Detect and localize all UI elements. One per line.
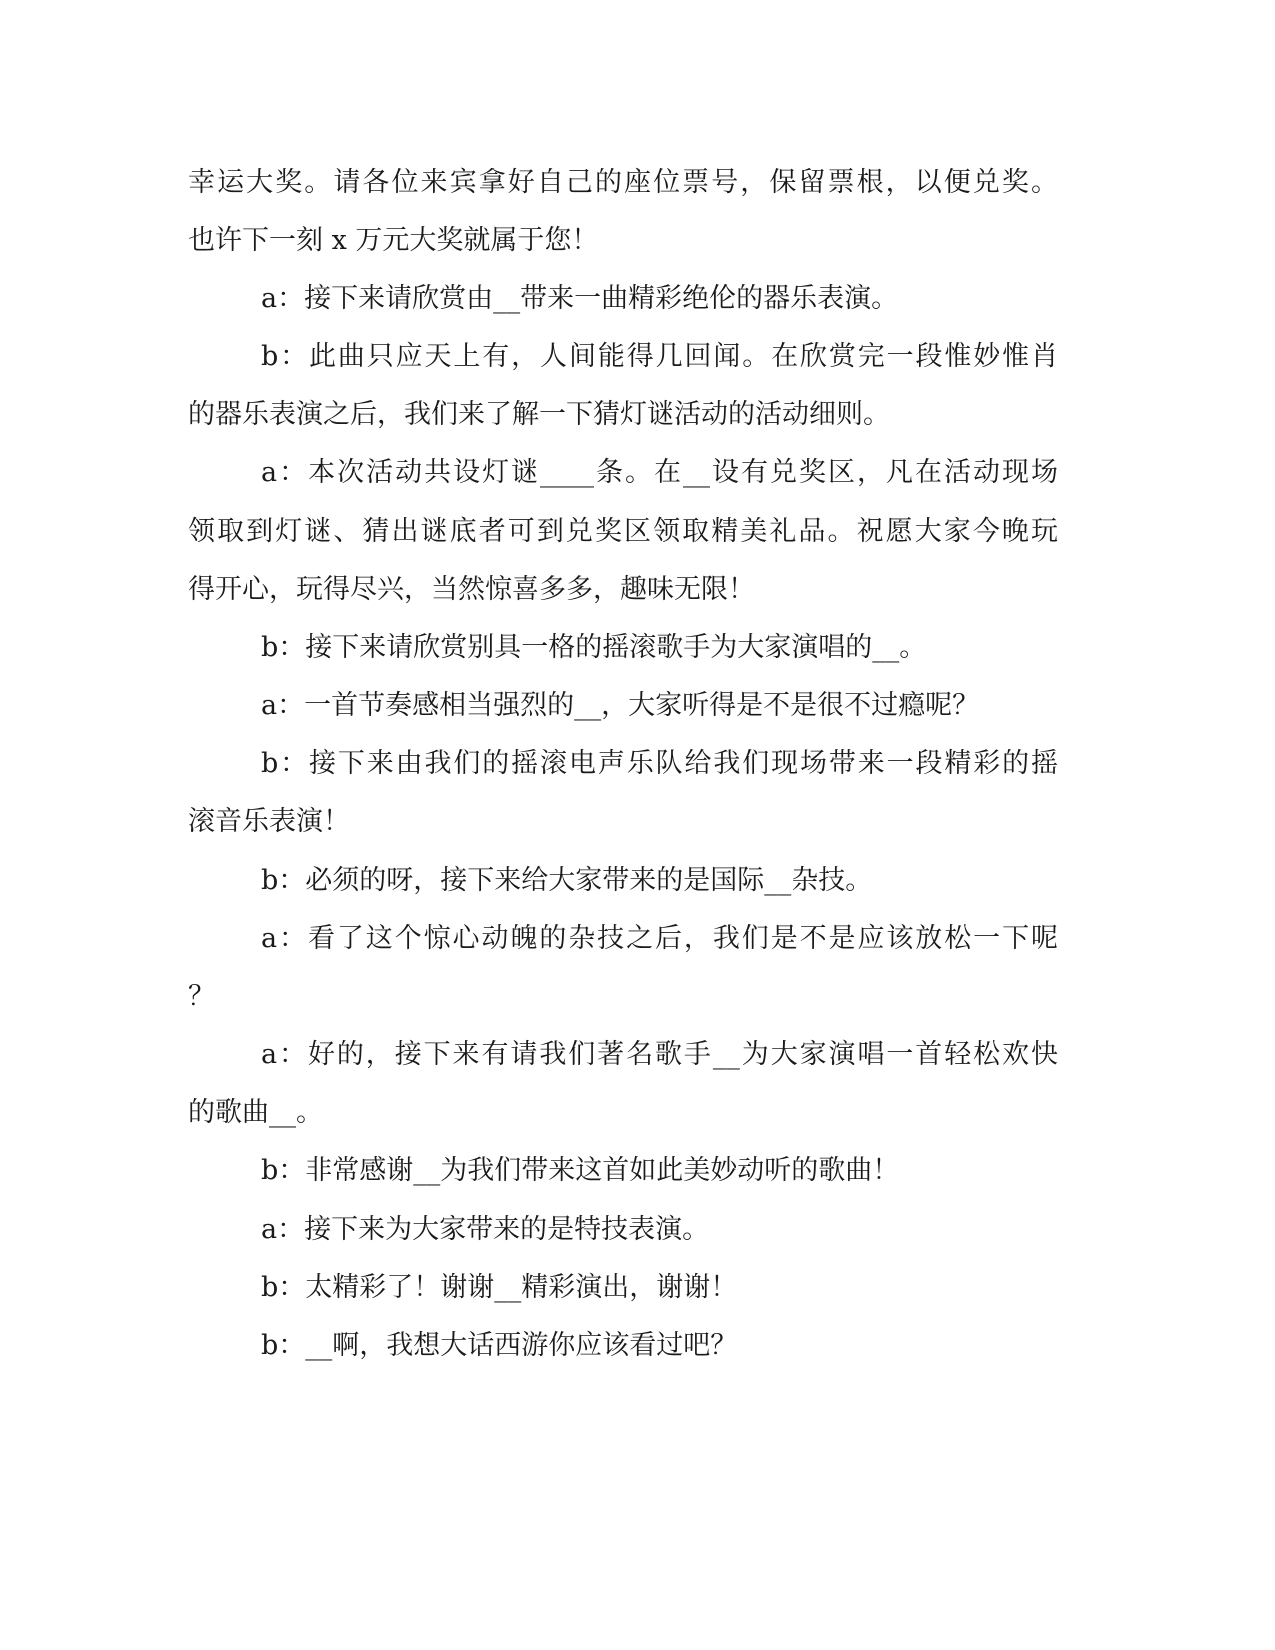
dialogue-line: b：非常感谢__为我们带来这首如此美妙动听的歌曲！ (261, 1155, 900, 1186)
text-line (0, 861, 1275, 901)
text-line (0, 1093, 1275, 1133)
text-line (0, 1210, 1275, 1250)
text-line (0, 977, 1275, 1017)
text-line (0, 919, 1275, 959)
paragraph-continuation: 得开心，玩得尽兴，当然惊喜多多，趣味无限！ (188, 574, 755, 605)
dialogue-line: b：太精彩了！谢谢__精彩演出，谢谢！ (261, 1272, 738, 1303)
text-line (0, 163, 1275, 203)
dialogue-line: a：好的，接下来有请我们著名歌手__为大家演唱一首轻松欢快 (261, 1039, 1058, 1070)
dialogue-line: b：接下来请欣赏别具一格的摇滚歌手为大家演唱的__。 (261, 632, 927, 663)
text-line (0, 453, 1275, 493)
dialogue-line: b：__啊，我想大话西游你应该看过吧？ (261, 1330, 738, 1361)
text-line (0, 570, 1275, 610)
dialogue-line: a：本次活动共设灯谜____条。在__设有兑奖区，凡在活动现场 (261, 457, 1058, 488)
dialogue-line: b：此曲只应天上有，人间能得几回闻。在欣赏完一段惟妙惟肖 (261, 341, 1058, 372)
text-line (0, 1035, 1275, 1075)
dialogue-line: a：接下来请欣赏由__带来一曲精彩绝伦的器乐表演。 (261, 283, 899, 314)
text-line (0, 337, 1275, 377)
text-line (0, 221, 1275, 261)
text-line (0, 1326, 1275, 1366)
paragraph-continuation: 的器乐表演之后，我们来了解一下猜灯谜活动的活动细则。 (188, 399, 890, 430)
text-line (0, 686, 1275, 726)
paragraph-continuation: 幸运大奖。请各位来宾拿好自己的座位票号，保留票根，以便兑奖。 (188, 167, 1058, 198)
dialogue-line: a：看了这个惊心动魄的杂技之后，我们是不是应该放松一下呢 (261, 923, 1058, 954)
paragraph-continuation: 的歌曲__。 (188, 1097, 323, 1128)
text-line (0, 1268, 1275, 1308)
text-line (0, 802, 1275, 842)
text-line (0, 628, 1275, 668)
text-line (0, 744, 1275, 784)
text-line (0, 1151, 1275, 1191)
paragraph-continuation: ？ (188, 981, 215, 1012)
dialogue-line: b：必须的呀，接下来给大家带来的是国际__杂技。 (261, 865, 873, 896)
text-line (0, 395, 1275, 435)
dialogue-line: a：接下来为大家带来的是特技表演。 (261, 1214, 710, 1245)
text-line (0, 512, 1275, 552)
dialogue-line: a：一首节奏感相当强烈的__，大家听得是不是很不过瘾呢？ (261, 690, 980, 721)
paragraph-continuation: 领取到灯谜、猜出谜底者可到兑奖区领取精美礼品。祝愿大家今晚玩 (188, 516, 1058, 547)
paragraph-continuation: 也许下一刻 x 万元大奖就属于您！ (188, 225, 599, 256)
text-line (0, 279, 1275, 319)
paragraph-continuation: 滚音乐表演！ (188, 806, 350, 837)
dialogue-line: b：接下来由我们的摇滚电声乐队给我们现场带来一段精彩的摇 (261, 748, 1058, 779)
